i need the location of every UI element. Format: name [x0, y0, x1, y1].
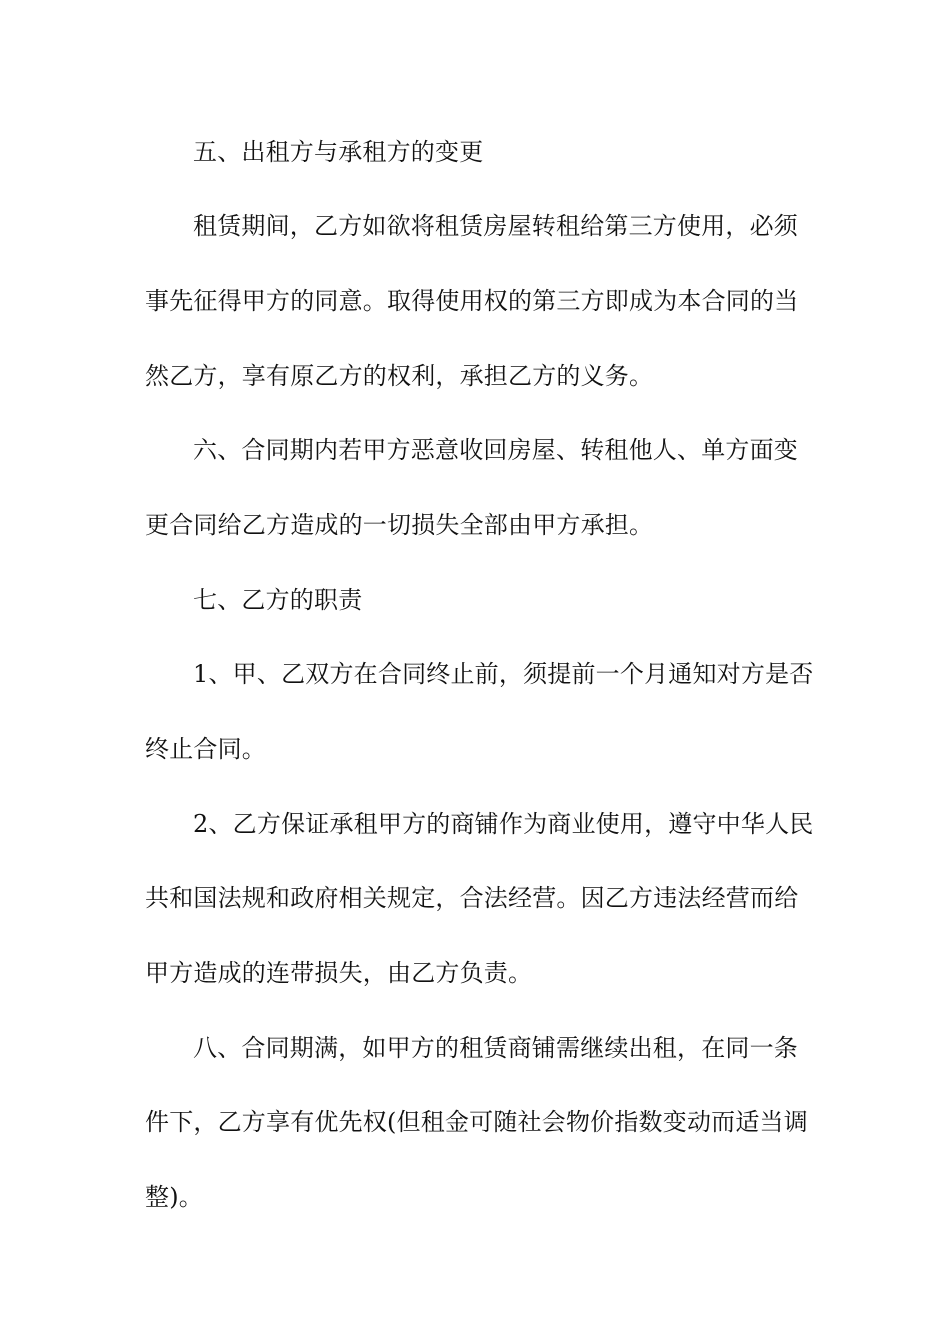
- paragraph-line: 租赁期间，乙方如欲将租赁房屋转租给第三方使用，必须: [193, 212, 798, 240]
- section-heading-6: 六、合同期内若甲方恶意收回房屋、转租他人、单方面变: [193, 436, 798, 464]
- paragraph-line: 1、甲、乙双方在合同终止前，须提前一个月通知对方是否: [193, 660, 814, 688]
- section-heading-7: 七、乙方的职责: [193, 586, 363, 614]
- paragraph-line: 2、乙方保证承租甲方的商铺作为商业使用，遵守中华人民: [193, 810, 814, 838]
- paragraph-line: 共和国法规和政府相关规定，合法经营。因乙方违法经营而给: [145, 884, 799, 912]
- paragraph-line: 整)。: [145, 1183, 203, 1211]
- paragraph-line: 甲方造成的连带损失，由乙方负责。: [145, 959, 533, 987]
- paragraph-line: 终止合同。: [145, 735, 266, 763]
- paragraph-line: 事先征得甲方的同意。取得使用权的第三方即成为本合同的当: [145, 287, 799, 315]
- section-heading-5: 五、出租方与承租方的变更: [193, 138, 484, 166]
- section-heading-8: 八、合同期满，如甲方的租赁商铺需继续出租，在同一条: [193, 1034, 798, 1062]
- paragraph-line: 件下，乙方享有优先权(但租金可随社会物价指数变动而适当调: [145, 1108, 808, 1136]
- paragraph-line: 然乙方，享有原乙方的权利，承担乙方的义务。: [145, 362, 654, 390]
- paragraph-line: 更合同给乙方造成的一切损失全部由甲方承担。: [145, 511, 654, 539]
